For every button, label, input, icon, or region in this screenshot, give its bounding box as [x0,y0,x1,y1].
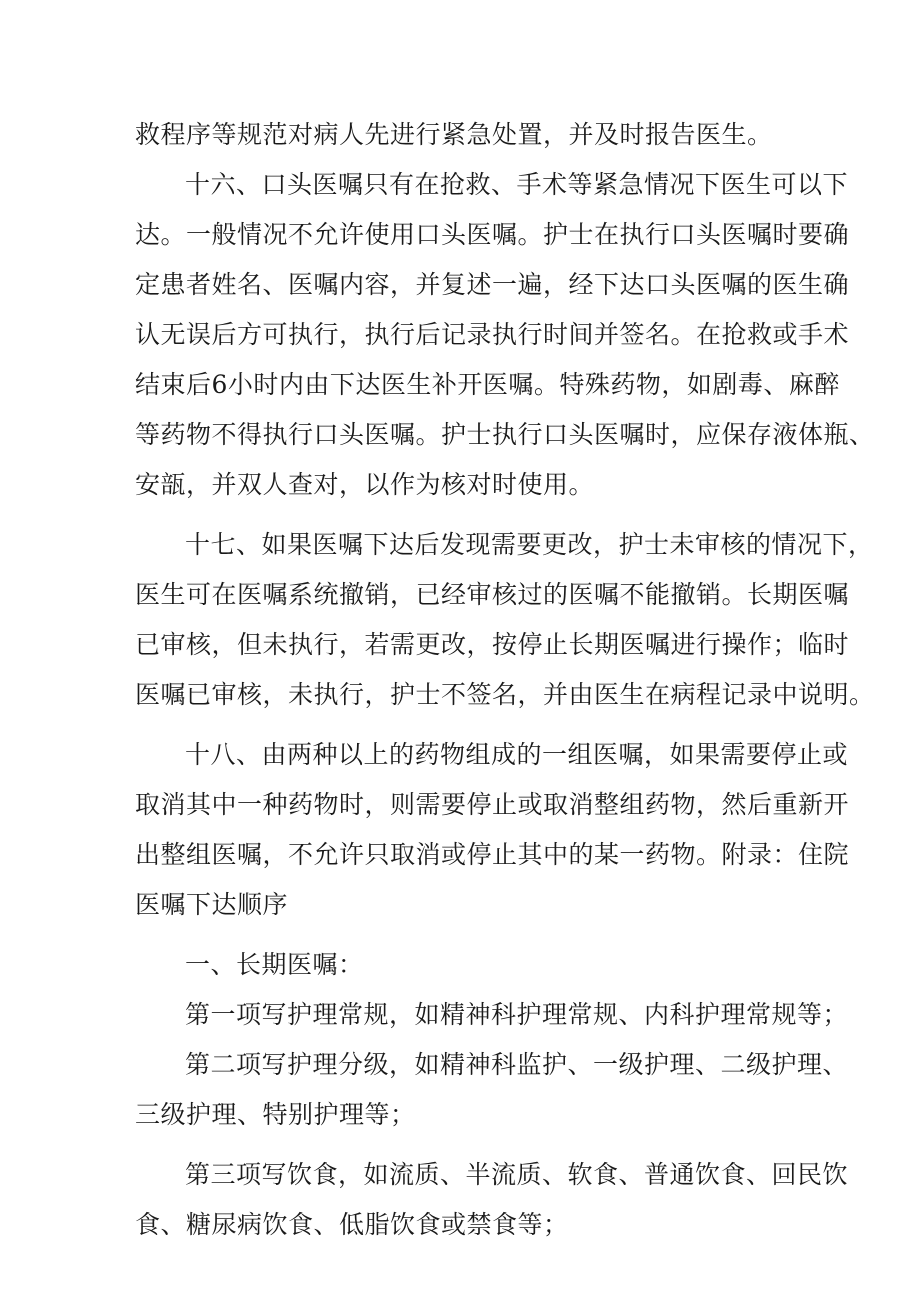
text-line: 出整组医嘱，不允许只取消或停止其中的某一药物。附录：住院 [135,840,850,869]
text-line: 十六、口头医嘱只有在抢救、手术等紧急情况下医生可以下 [185,170,849,199]
text-line: 医嘱已审核，未执行，护士不签名，并由医生在病程记录中说明。 [135,680,875,709]
text-line: 医嘱下达顺序 [135,890,289,919]
text-line: 一、长期医嘱： [185,950,364,979]
text-line: 第二项写护理分级，如精神科监护、一级护理、二级护理、 [185,1050,849,1079]
text-line: 救程序等规范对病人先进行紧急处置，并及时报告医生。 [135,120,773,149]
text-line: 取消其中一种药物时，则需要停止或取消整组药物，然后重新开 [135,790,850,819]
text-line: 十八、由两种以上的药物组成的一组医嘱，如果需要停止或 [185,740,849,769]
text-line: 达。一般情况不允许使用口头医嘱。护士在执行口头医嘱时要确 [135,220,850,249]
text-line: 结束后6小时内由下达医生补开医嘱。特殊药物，如剧毒、麻醉 [135,370,840,399]
text-line: 等药物不得执行口头医嘱。护士执行口头医嘱时，应保存液体瓶、 [135,420,875,449]
text-line: 第三项写饮食，如流质、半流质、软食、普通饮食、回民饮 [185,1160,849,1189]
text-line: 第一项写护理常规，如精神科护理常规、内科护理常规等； [185,1000,849,1029]
text-line: 已审核，但未执行，若需更改，按停止长期医嘱进行操作；临时 [135,630,850,659]
text-line: 食、糖尿病饮食、低脂饮食或禁食等； [135,1210,569,1239]
text-line: 认无误后方可执行，执行后记录执行时间并签名。在抢救或手术 [135,320,850,349]
text-line: 安瓿，并双人查对，以作为核对时使用。 [135,470,595,499]
text-line: 三级护理、特别护理等； [135,1100,416,1129]
text-line: 医生可在医嘱系统撤销，已经审核过的医嘱不能撤销。长期医嘱 [135,580,850,609]
text-line: 定患者姓名、医嘱内容，并复述一遍，经下达口头医嘱的医生确 [135,270,850,299]
text-line: 十七、如果医嘱下达后发现需要更改，护士未审核的情况下， [185,530,874,559]
